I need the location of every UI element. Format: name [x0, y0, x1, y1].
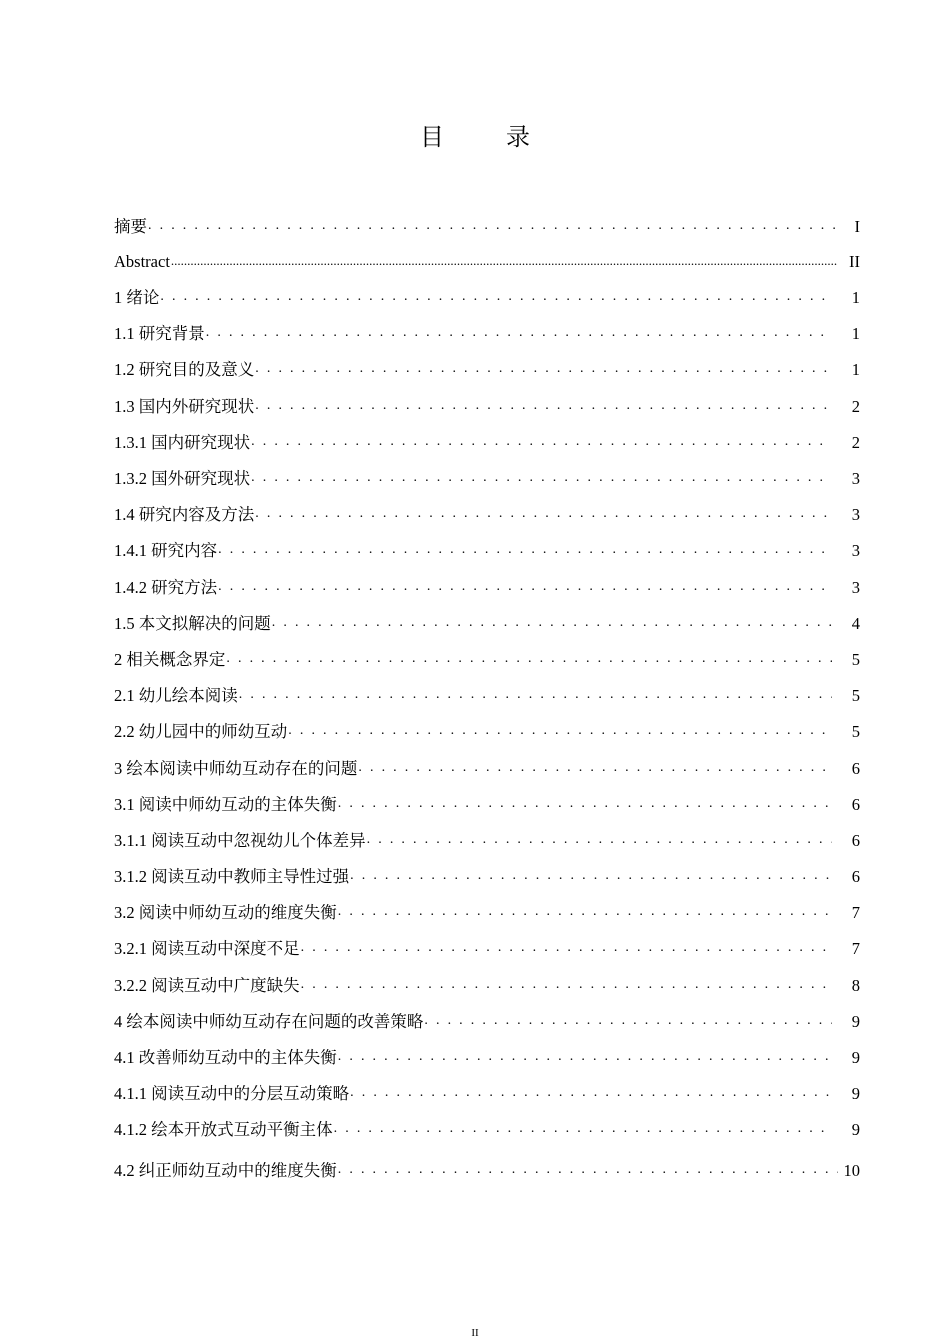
toc-dot-leader — [255, 359, 832, 379]
toc-entry-label: 3.1 阅读中师幼互动的主体失衡 — [114, 794, 337, 814]
toc-entry-page: 9 — [834, 1084, 860, 1104]
toc-entry[interactable] — [114, 895, 860, 931]
toc-entry-page: 1 — [834, 288, 860, 308]
toc-entry[interactable] — [114, 425, 860, 461]
toc-entry-label: 2 相关概念界定 — [114, 649, 226, 669]
toc-entry-page: 6 — [834, 759, 860, 779]
toc-entry-label: 1.5 本文拟解决的问题 — [114, 613, 271, 633]
toc-entry[interactable] — [114, 280, 860, 316]
toc-entry-page: 2 — [834, 433, 860, 453]
toc-dot-leader — [206, 323, 832, 343]
toc-entry-page: I — [840, 217, 860, 237]
toc-dot-leader — [218, 540, 832, 560]
toc-entry-label: 1.3.2 国外研究现状 — [114, 469, 251, 489]
toc-dot-leader — [272, 613, 832, 633]
toc-dot-leader — [338, 1160, 838, 1180]
toc-entry[interactable] — [114, 714, 860, 750]
page-title: 目 录 — [420, 125, 558, 151]
toc-entry[interactable] — [114, 931, 860, 967]
toc-entry[interactable] — [114, 859, 860, 895]
toc-dot-leader — [301, 938, 832, 958]
toc-entry-page: 5 — [834, 722, 860, 742]
toc-entry[interactable] — [114, 1153, 860, 1189]
toc-entry-label: 4.1 改善师幼互动中的主体失衡 — [114, 1048, 337, 1068]
toc-dot-leader — [358, 758, 832, 778]
toc-entry-label: 1.1 研究背景 — [114, 324, 205, 344]
toc-entry[interactable] — [114, 642, 860, 678]
toc-entry-page: 1 — [834, 324, 860, 344]
toc-dot-leader — [338, 1047, 832, 1067]
toc-entry-label: 摘要 — [114, 217, 147, 236]
toc-entry-page: 2 — [834, 397, 860, 417]
toc-entry[interactable] — [114, 750, 860, 786]
toc-entry[interactable] — [114, 497, 860, 533]
toc-entry-page: 3 — [834, 541, 860, 561]
toc-dot-leader — [350, 1083, 832, 1103]
toc-entry-page: 7 — [834, 939, 860, 959]
toc-entry[interactable] — [114, 533, 860, 569]
page-number: II — [471, 1327, 479, 1339]
toc-entry-label: 3.2.2 阅读互动中广度缺失 — [114, 975, 300, 995]
toc-entry-label: 3.1.2 阅读互动中教师主导性过强 — [114, 867, 350, 887]
toc-entry-page: 8 — [834, 976, 860, 996]
toc-entry-page: 9 — [834, 1012, 860, 1032]
toc-entry-page: 3 — [834, 505, 860, 525]
toc-entry-page: 3 — [834, 469, 860, 489]
toc-dot-leader — [251, 432, 832, 452]
toc-dot-leader — [350, 866, 832, 886]
toc-dot-leader — [255, 396, 832, 416]
toc-entry[interactable] — [114, 461, 860, 497]
toc-entry-label: 4.2 纠正师幼互动中的维度失衡 — [114, 1160, 337, 1180]
table-of-contents — [114, 210, 860, 1189]
toc-entry[interactable] — [114, 570, 860, 606]
toc-entry-page: 9 — [834, 1048, 860, 1068]
toc-entry[interactable] — [114, 968, 860, 1004]
toc-entry-page: 10 — [840, 1161, 860, 1181]
toc-entry-label: 1 绪论 — [114, 288, 160, 308]
toc-entry-label: Abstract — [114, 252, 170, 271]
toc-dot-leader — [288, 721, 832, 741]
toc-entry-label: 1.4 研究内容及方法 — [114, 505, 255, 525]
toc-dot-leader — [367, 830, 832, 850]
toc-entry-label: 4 绘本阅读中师幼互动存在问题的改善策略 — [114, 1011, 424, 1031]
toc-dot-leader — [218, 577, 832, 597]
toc-entry[interactable] — [114, 352, 860, 388]
toc-entry-label: 4.1.2 绘本开放式互动平衡主体 — [114, 1120, 333, 1140]
toc-dot-leader — [226, 649, 832, 669]
toc-entry[interactable] — [114, 210, 860, 244]
toc-entry-page: 7 — [834, 903, 860, 923]
toc-entry-page: 6 — [834, 831, 860, 851]
toc-entry-label: 3.1.1 阅读互动中忽视幼儿个体差异 — [114, 830, 366, 850]
toc-entry-label: 3.2.1 阅读互动中深度不足 — [114, 939, 300, 959]
toc-entry[interactable] — [114, 1076, 860, 1112]
toc-dot-leader — [255, 504, 832, 524]
toc-entry-page: II — [840, 252, 860, 272]
toc-dot-leader — [338, 902, 832, 922]
toc-dot-leader — [424, 1011, 832, 1031]
toc-entry-page: 1 — [834, 360, 860, 380]
toc-dot-leader — [171, 251, 838, 271]
toc-entry[interactable] — [114, 787, 860, 823]
toc-entry-page: 5 — [834, 686, 860, 706]
toc-entry-label: 4.1.1 阅读互动中的分层互动策略 — [114, 1084, 350, 1104]
toc-entry-label: 1.2 研究目的及意义 — [114, 360, 255, 380]
toc-dot-leader — [160, 287, 832, 307]
toc-entry[interactable] — [114, 389, 860, 425]
toc-entry-page: 3 — [834, 578, 860, 598]
toc-entry-label: 3.2 阅读中师幼互动的维度失衡 — [114, 903, 337, 923]
toc-entry-label: 2.2 幼儿园中的师幼互动 — [114, 722, 288, 742]
toc-entry-label: 1.4.2 研究方法 — [114, 577, 218, 597]
toc-entry[interactable] — [114, 316, 860, 352]
toc-entry[interactable] — [114, 606, 860, 642]
toc-dot-leader — [148, 216, 838, 236]
toc-entry-page: 6 — [834, 795, 860, 815]
toc-dot-leader — [334, 1119, 832, 1139]
toc-entry[interactable] — [114, 823, 860, 859]
toc-entry-label: 1.3 国内外研究现状 — [114, 396, 255, 416]
toc-entry[interactable] — [114, 244, 860, 280]
toc-entry-label: 2.1 幼儿绘本阅读 — [114, 686, 238, 706]
toc-entry[interactable] — [114, 678, 860, 714]
toc-dot-leader — [338, 794, 832, 814]
toc-entry[interactable] — [114, 1112, 860, 1148]
toc-entry-page: 4 — [834, 614, 860, 634]
toc-entry[interactable] — [114, 1040, 860, 1076]
toc-dot-leader — [239, 685, 832, 705]
toc-dot-leader — [301, 975, 832, 995]
toc-entry-page: 6 — [834, 867, 860, 887]
toc-entry-page: 5 — [834, 650, 860, 670]
toc-entry-label: 1.4.1 研究内容 — [114, 541, 218, 561]
toc-entry[interactable] — [114, 1004, 860, 1040]
toc-dot-leader — [251, 468, 832, 488]
toc-entry-label: 3 绘本阅读中师幼互动存在的问题 — [114, 758, 358, 778]
toc-entry-label: 1.3.1 国内研究现状 — [114, 432, 251, 452]
toc-entry-page: 9 — [834, 1120, 860, 1140]
